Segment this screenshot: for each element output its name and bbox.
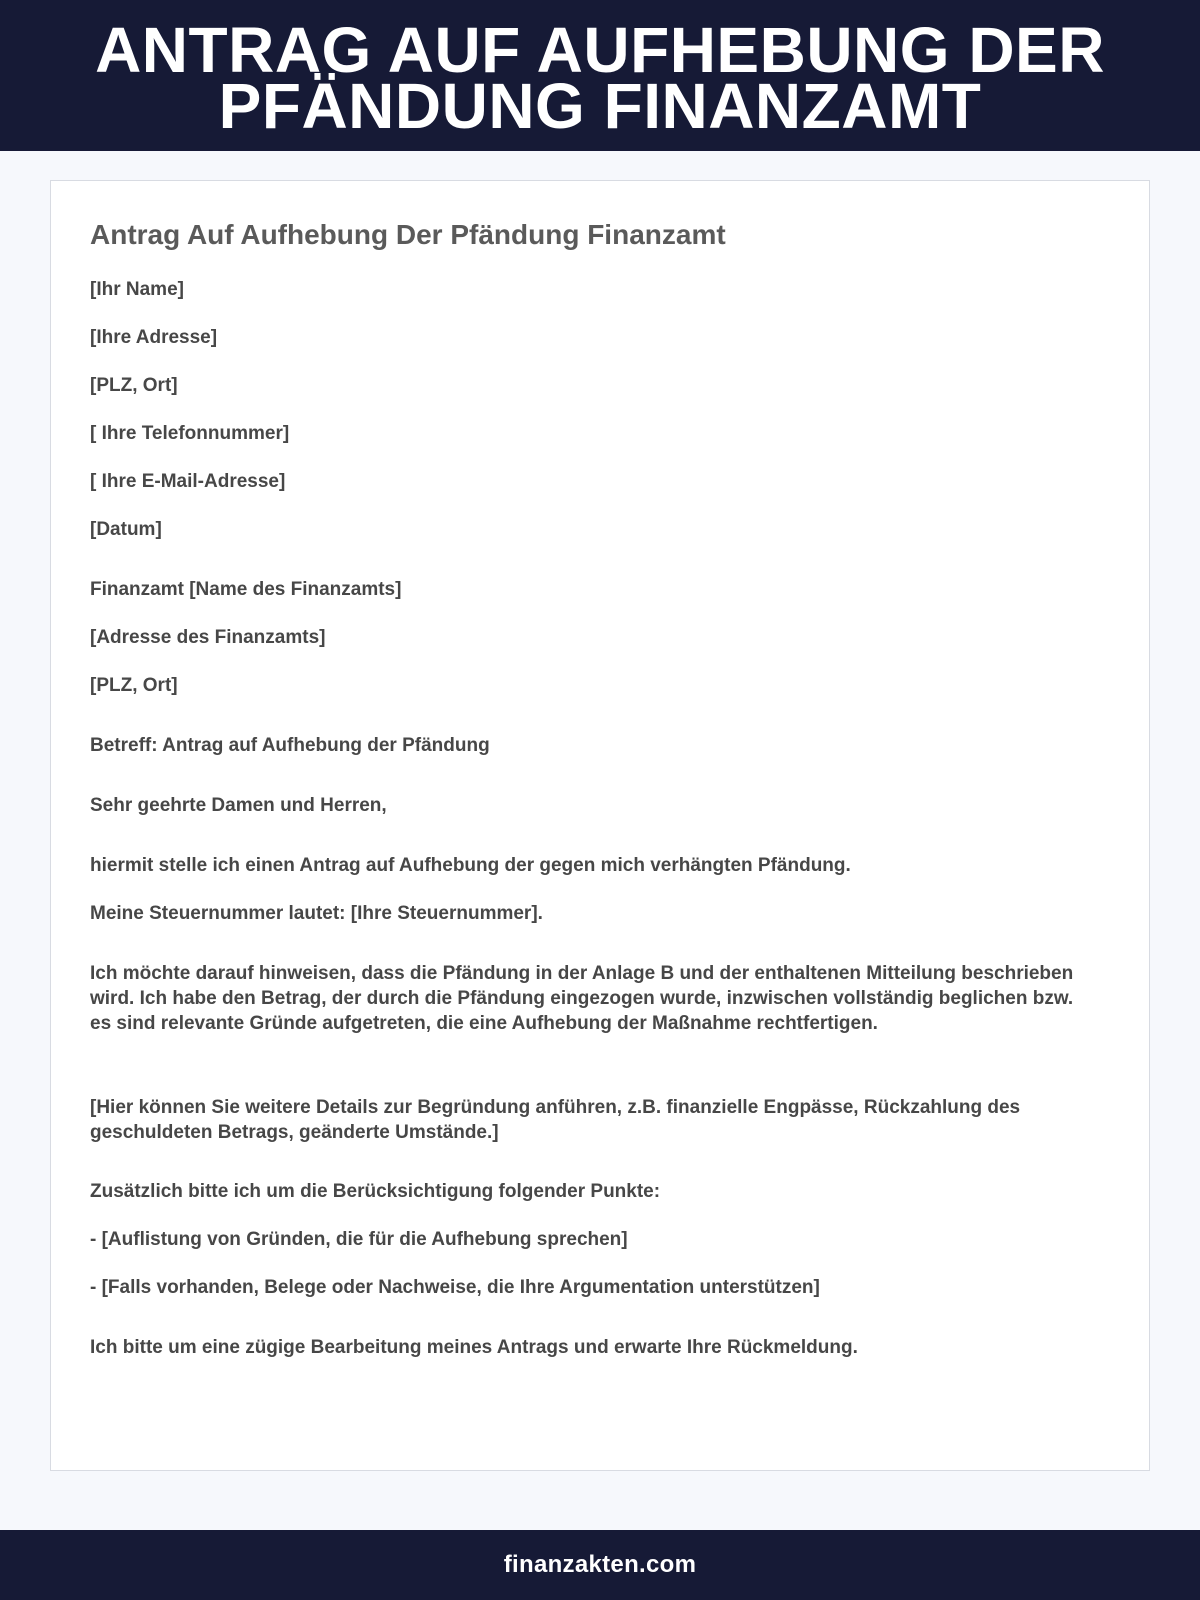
document-title: Antrag Auf Aufhebung Der Pfändung Finanzamt — [90, 219, 726, 250]
salutation: Sehr geehrte Damen und Herren, — [90, 795, 387, 816]
footer-site-link[interactable]: finanzakten.com — [503, 1551, 697, 1578]
list-item: - [Falls vorhanden, Belege oder Nachweise, die Ihre Argumentation unterstützen] — [90, 1277, 820, 1298]
tax-number-line: Meine Steuernummer lautet: [Ihre Steuernummer]. — [90, 903, 543, 924]
intro-paragraph: hiermit stelle ich einen Antrag auf Aufhebung der gegen mich verhängten Pfändung. — [90, 855, 851, 876]
sender-city: [PLZ, Ort] — [90, 375, 178, 396]
sender-address: [Ihre Adresse] — [90, 327, 218, 348]
recipient-address: [Adresse des Finanzamts] — [90, 627, 326, 648]
main-reason-paragraph: Ich möchte darauf hinweisen, dass die Pfändung in der Anlage B und der enthaltenen Mitteilung beschrieben wird. Ich habe den Betrag, der durch die Pfändung eingezogen wurde, inzwischen vollständig beglichen bzw. es sind relevante Gründe aufgetreten, die eine Aufhebung der Maßnahme rechtfertigen. — [90, 963, 1074, 1034]
letter-card — [50, 180, 1150, 1471]
subject-line: Betreff: Antrag auf Aufhebung der Pfändung — [90, 735, 490, 756]
recipient-city: [PLZ, Ort] — [90, 675, 178, 696]
closing-paragraph: Ich bitte um eine zügige Bearbeitung meines Antrags und erwarte Ihre Rückmeldung. — [90, 1337, 858, 1358]
letter-date: [Datum] — [90, 519, 162, 540]
points-intro: Zusätzlich bitte ich um die Berücksichtigung folgender Punkte: — [90, 1181, 661, 1202]
details-paragraph: [Hier können Sie weitere Details zur Begründung anführen, z.B. finanzielle Engpässe, Rückzahlung des geschuldeten Betrags, geänderte Umstände.] — [90, 1097, 1021, 1143]
sender-phone: [ Ihre Telefonnummer] — [90, 423, 290, 444]
list-item: - [Auflistung von Gründen, die für die Aufhebung sprechen] — [90, 1229, 628, 1250]
sender-email: [ Ihre E-Mail-Adresse] — [90, 471, 286, 492]
banner-title: ANTRAG AUF AUFHEBUNG DER PFÄNDUNG FINANZAMT — [95, 13, 1105, 142]
footer-bar — [0, 1530, 1200, 1600]
recipient-name: Finanzamt [Name des Finanzamts] — [90, 579, 402, 600]
sender-name: [Ihr Name] — [90, 279, 184, 300]
title-banner — [0, 0, 1200, 151]
